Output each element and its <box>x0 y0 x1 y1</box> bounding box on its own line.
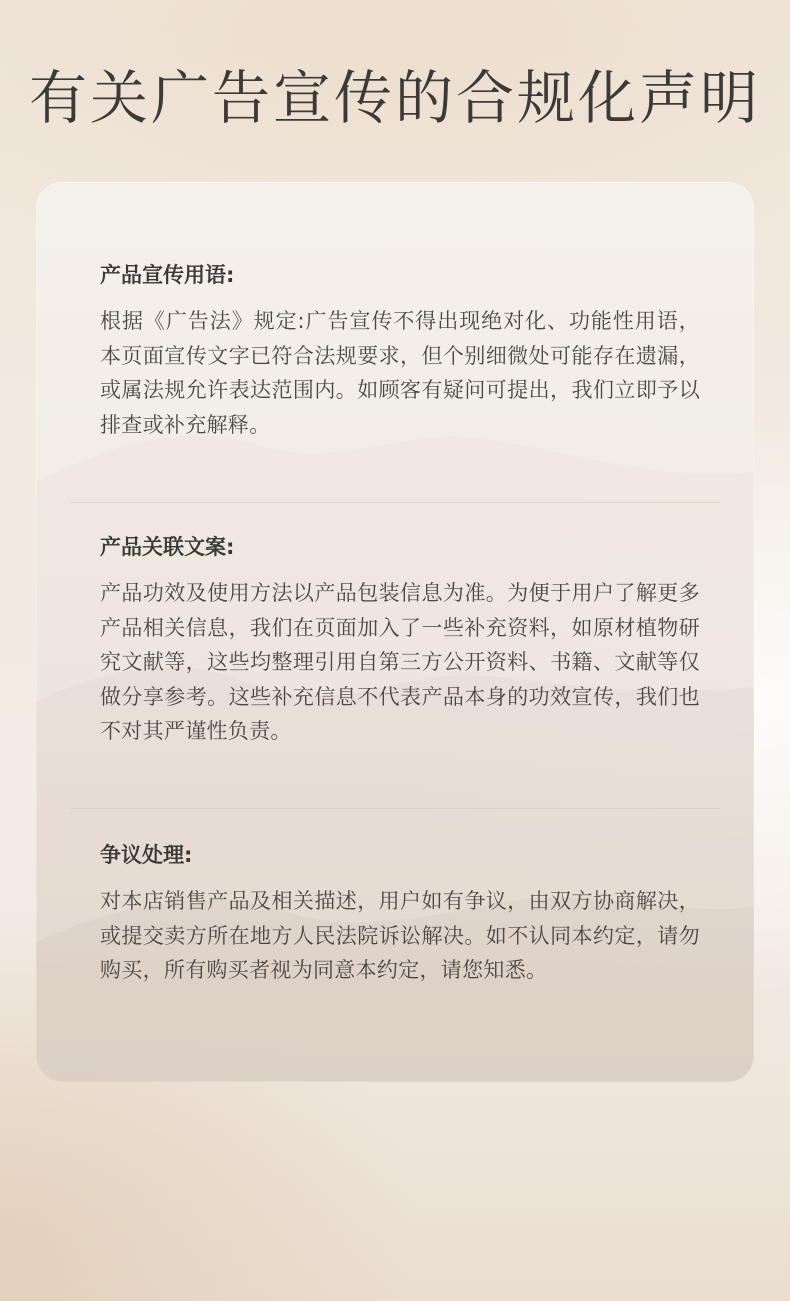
section-ad-wording <box>100 260 700 442</box>
statement-card <box>36 182 754 1082</box>
section-heading: 产品关联文案: <box>100 535 235 559</box>
section-heading: 争议处理: <box>100 843 193 867</box>
section-related-copy <box>100 532 700 749</box>
section-body: 对本店销售产品及相关描述，用户如有争议，由双方协商解决，或提交卖方所在地方人民法院诉讼解决。如不认同本约定，请勿购买，所有购买者视为同意本约定，请您知悉。 <box>100 889 700 982</box>
section-body: 产品功效及使用方法以产品包装信息为准。为便于用户了解更多产品相关信息，我们在页面加入了一些补充资料，如原材植物研究文献等，这些均整理引用自第三方公开资料、书籍、文献等仅做分享参考。这些补充信息不代表产品本身的功效宣传，我们也不对其严谨性负责。 <box>100 581 700 743</box>
section-dispute <box>100 840 700 988</box>
section-divider <box>70 808 720 809</box>
section-divider <box>70 502 720 503</box>
section-heading: 产品宣传用语: <box>100 263 235 287</box>
section-body: 根据《广告法》规定:广告宣传不得出现绝对化、功能性用语，本页面宣传文字已符合法规要求，但个别细微处可能存在遗漏，或属法规允许表达范围内。如顾客有疑问可提出，我们立即予以排查或补充解释。 <box>100 309 700 437</box>
page-title: 有关广告宣传的合规化声明 <box>28 64 761 132</box>
